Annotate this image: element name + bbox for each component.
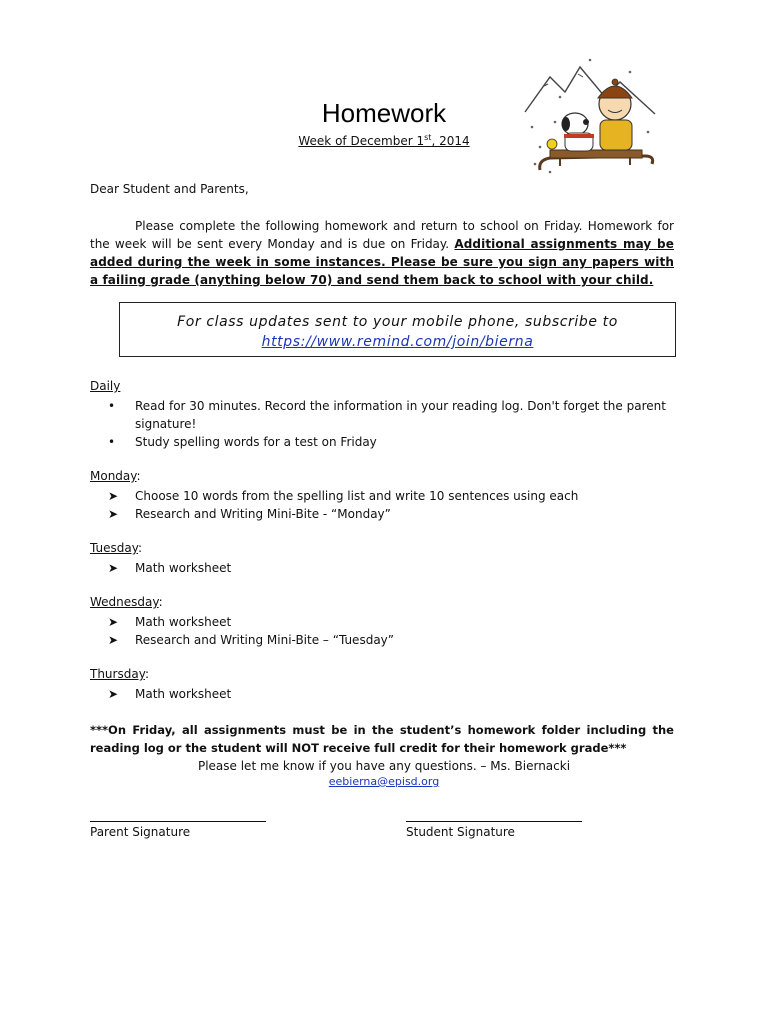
- remind-box: [119, 302, 676, 357]
- wednesday-heading: Wednesday:: [90, 595, 163, 609]
- arrow-icon: ➤: [108, 633, 119, 647]
- remind-link[interactable]: https://www.remind.com/join/bierna: [261, 334, 534, 350]
- arrow-icon: ➤: [108, 615, 119, 629]
- bullet-icon: •: [108, 435, 116, 449]
- arrow-icon: ➤: [108, 489, 119, 503]
- student-signature-label: Student Signature: [406, 825, 515, 839]
- thursday-heading: Thursday:: [90, 667, 149, 681]
- arrow-icon: ➤: [108, 507, 119, 521]
- parent-signature-line: [90, 821, 266, 822]
- greeting: Dear Student and Parents,: [90, 182, 249, 196]
- email-link[interactable]: eebierna@episd.org: [328, 775, 440, 788]
- page-title: Homework: [321, 98, 447, 128]
- remind-text: For class updates sent to your mobile phone, subscribe to: [177, 314, 618, 330]
- bold-notice: Additional assignments may be added during the week in some instances. Please be sure you sign any papers with a failing grade (anything below 70) and send them back to school with your child.: [90, 237, 674, 287]
- arrow-icon: ➤: [108, 687, 119, 701]
- daily-heading: Daily: [90, 379, 121, 393]
- monday-heading: Monday:: [90, 469, 141, 483]
- intro-paragraph: Please complete the following homework and return to school on Friday. Homework for the week will be sent every Monday and is due on Friday. Additional assignments may be added during the week in some instances. Please be sure you sign any papers with a failing grade (anything below 70) and send them back to school with your child.: [90, 219, 674, 287]
- student-signature-line: [406, 821, 582, 822]
- tuesday-heading: Tuesday:: [90, 541, 142, 555]
- parent-signature-label: Parent Signature: [90, 825, 191, 839]
- bullet-icon: •: [108, 399, 116, 413]
- friday-note: ***On Friday, all assignments must be in the student’s homework folder including the reading log or the student will NOT receive full credit for their homework grade***: [90, 723, 674, 755]
- arrow-icon: ➤: [108, 561, 119, 575]
- list-item: • Read for 30 minutes. Record the information in your reading log. Don't forget the parent signature!: [108, 399, 666, 431]
- week-subtitle: Week of December 1st, 2014: [298, 133, 470, 148]
- closing-line: Please let me know if you have any questions. – Ms. Biernacki: [197, 759, 571, 773]
